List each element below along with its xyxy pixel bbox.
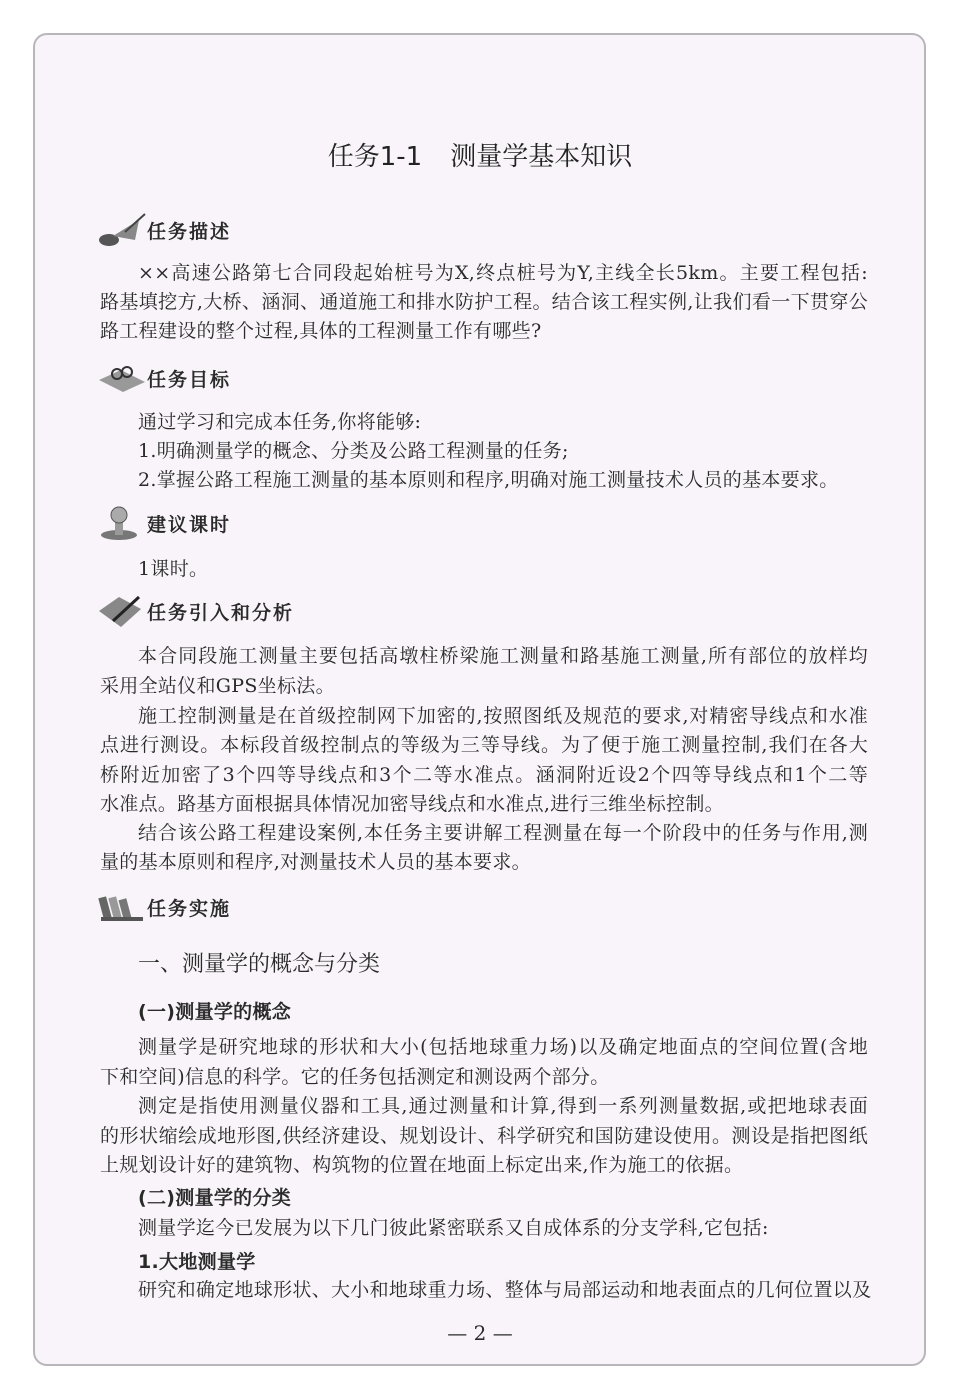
heading-text: 任务目标 — [147, 368, 232, 391]
hours-line: 1课时。 — [138, 558, 209, 580]
intro-line: 施工控制测量是在首级控制网下加密的,按照图纸及规范的要求,对精密导线点和水准 — [138, 705, 868, 727]
classification-line: 测量学迄今已发展为以下几门彼此紧密联系又自成体系的分支学科,它包括: — [138, 1217, 769, 1239]
page-number: — 2 — — [447, 1321, 513, 1345]
concept-line: 下和空间)信息的科学。它的任务包括测定和测设两个部分。 — [100, 1066, 610, 1088]
desc-line: 路基填挖方,大桥、涵洞、通道施工和排水防护工程。结合该工程实例,让我们看一下贯穿公 — [100, 291, 868, 313]
chapter-heading: 一、测量学的概念与分类 — [138, 952, 381, 977]
goal-line: 2.掌握公路工程施工测量的基本原则和程序,明确对施工测量技术人员的基本要求。 — [138, 469, 839, 491]
intro-line: 采用全站仪和GPS坐标法。 — [100, 675, 335, 697]
section-heading-impl — [95, 889, 231, 925]
page-title — [0, 140, 960, 174]
intro-line: 水准点。路基方面根据具体情况加密导线点和水准点,进行三维坐标控制。 — [100, 793, 724, 815]
concept-line: 上规划设计好的建筑物、构筑物的位置在地面上标定出来,作为施工的依据。 — [100, 1154, 744, 1176]
intro-line: 结合该公路工程建设案例,本任务主要讲解工程测量在每一个阶段中的任务与作用,测 — [138, 822, 868, 844]
concept-line: 测量学是研究地球的形状和大小(包括地球重力场)以及确定地面点的空间位置(含地 — [138, 1036, 868, 1058]
heading-text: 任务实施 — [147, 897, 232, 920]
subsection-geodesy: 1.大地测量学 — [138, 1251, 256, 1273]
section-heading-desc — [95, 212, 231, 248]
desc-line: ××高速公路第七合同段起始桩号为X,终点桩号为Y,主线全长5km。主要工程包括: — [138, 262, 868, 284]
desc-line: 路工程建设的整个过程,具体的工程测量工作有哪些? — [100, 320, 542, 342]
intro-line: 量的基本原则和程序,对测量技术人员的基本要求。 — [100, 851, 531, 873]
intro-line: 点进行测设。本标段首级控制点的等级为三等导线。为了便于施工测量控制,我们在各大 — [100, 734, 868, 756]
books-icon — [95, 889, 149, 925]
section-heading-goal — [95, 360, 231, 396]
section-heading-hours — [95, 505, 231, 541]
task-name: 测量学基本知识 — [450, 142, 633, 172]
pencil-paper-icon — [95, 593, 149, 629]
concept-line: 的形状缩绘成地形图,供经济建设、规划设计、科学研究和国防建设使用。测设是指把图纸 — [100, 1125, 868, 1147]
geodesy-line: 研究和确定地球形状、大小和地球重力场、整体与局部运动和地表面点的几何位置以及 — [138, 1279, 872, 1301]
heading-text: 任务描述 — [147, 220, 232, 243]
goal-line: 通过学习和完成本任务,你将能够: — [138, 411, 422, 433]
intro-line: 桥附近加密了3个四等导线点和3个二等水准点。涵洞附近设2个四等导线点和1个二等 — [100, 764, 868, 786]
quill-book-icon — [95, 212, 149, 248]
subheading-classification: (二)测量学的分类 — [138, 1187, 292, 1209]
section-heading-intro — [95, 593, 294, 629]
clock-stand-icon — [95, 505, 149, 541]
book-glasses-icon — [95, 360, 149, 396]
heading-text: 建议课时 — [147, 513, 232, 536]
intro-line: 本合同段施工测量主要包括高墩柱桥梁施工测量和路基施工测量,所有部位的放样均 — [138, 645, 868, 667]
concept-line: 测定是指使用测量仪器和工具,通过测量和计算,得到一系列测量数据,或把地球表面 — [138, 1095, 868, 1117]
subheading-concept: (一)测量学的概念 — [138, 1001, 292, 1023]
heading-text: 任务引入和分析 — [147, 601, 295, 624]
goal-line: 1.明确测量学的概念、分类及公路工程测量的任务; — [138, 440, 569, 462]
task-number: 任务1-1 — [327, 142, 423, 172]
